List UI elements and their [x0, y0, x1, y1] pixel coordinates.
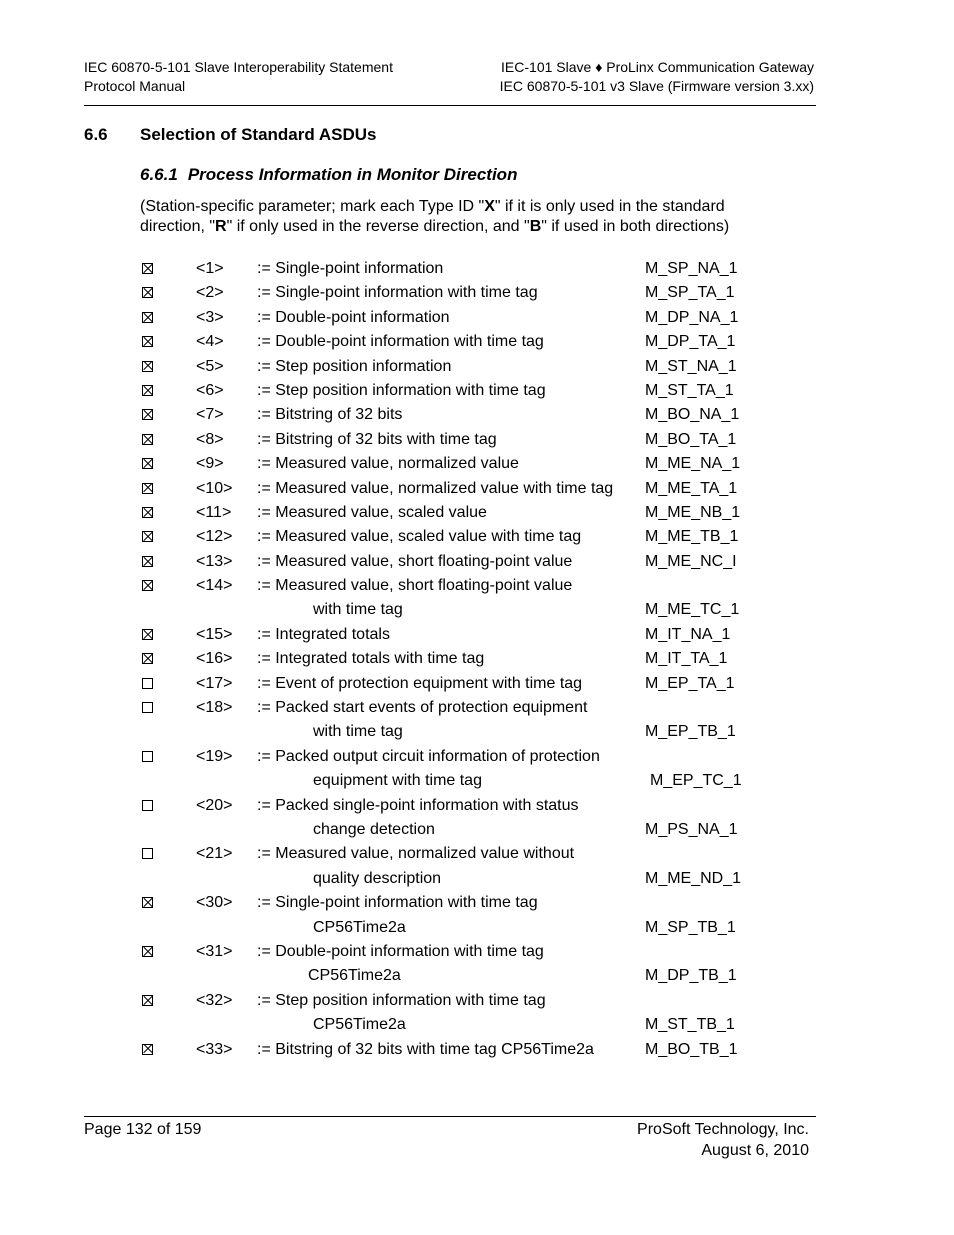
subsection-number: 6.6.1 [140, 165, 178, 184]
checked-box-icon [142, 1044, 153, 1055]
type-description: := Double-point information with time tag [257, 333, 544, 351]
asdu-entry [140, 478, 780, 502]
asdu-code: M_ST_TB_1 [645, 1016, 735, 1034]
publication-date: August 6, 2010 [701, 1142, 809, 1159]
intro-text-3: " if only used in the reverse direction, and " [226, 217, 530, 235]
company-name: ProSoft Technology, Inc. [637, 1121, 809, 1138]
type-id: <32> [196, 991, 233, 1009]
asdu-code: M_PS_NA_1 [645, 820, 738, 838]
asdu-entry [140, 380, 780, 404]
type-description: := Measured value, scaled value [257, 503, 487, 521]
asdu-code: M_SP_TA_1 [645, 284, 735, 302]
asdu-code: M_DP_TA_1 [645, 333, 736, 351]
checked-box-icon [142, 458, 153, 469]
type-description: := Measured value, normalized value [257, 455, 519, 473]
type-id: <31> [196, 942, 233, 960]
asdu-entry [140, 404, 780, 428]
type-description: := Double-point information [257, 308, 450, 326]
asdu-code: M_EP_TA_1 [645, 674, 735, 692]
empty-checkbox-icon [142, 678, 153, 689]
checked-box-icon [142, 336, 153, 347]
asdu-entry [140, 648, 780, 672]
header-left [84, 58, 393, 96]
asdu-entry [140, 990, 780, 1039]
type-id: <30> [196, 894, 233, 912]
asdu-entry [140, 551, 780, 575]
asdu-code: M_DP_TB_1 [645, 967, 737, 985]
type-description: := Step position information with time tag [257, 991, 546, 1009]
document-title: IEC 60870-5-101 Slave Interoperability Statement [84, 59, 393, 75]
asdu-entry [140, 429, 780, 453]
asdu-entry [140, 526, 780, 550]
document-subtitle: Protocol Manual [84, 78, 186, 94]
asdu-entry [140, 843, 780, 892]
checked-box-icon [142, 361, 153, 372]
type-description: := Single-point information with time tag [257, 284, 538, 302]
checked-box-icon [142, 385, 153, 396]
asdu-entry [140, 624, 780, 648]
type-description: := Packed single-point information with status [257, 796, 579, 814]
asdu-code: M_SP_TB_1 [645, 918, 736, 936]
type-id: <16> [196, 650, 233, 668]
type-description: := Measured value, normalized value without [257, 845, 575, 863]
checked-box-icon [142, 434, 153, 445]
type-id: <11> [196, 503, 232, 521]
type-id: <5> [196, 357, 224, 375]
asdu-code: M_DP_NA_1 [645, 308, 739, 326]
type-id: <8> [196, 430, 224, 448]
asdu-entry [140, 258, 780, 282]
intro-bold-b: B [529, 217, 542, 235]
footer-divider [84, 1116, 816, 1117]
firmware-version: IEC 60870-5-101 v3 Slave (Firmware version 3.xx) [499, 78, 814, 94]
type-id: <14> [196, 577, 233, 595]
header-right [480, 58, 814, 96]
asdu-entry [140, 502, 780, 526]
type-description-continued: CP56Time2a [313, 918, 406, 936]
asdu-entry [140, 282, 780, 306]
type-description: := Integrated totals with time tag [257, 650, 485, 668]
type-description: := Double-point information with time tag [257, 942, 544, 960]
asdu-code: M_ME_NB_1 [645, 503, 741, 521]
type-description-continued: CP56Time2a [308, 967, 401, 985]
asdu-entry [140, 331, 780, 355]
type-description: := Integrated totals [257, 625, 390, 643]
footer-right [500, 1119, 809, 1161]
type-id: <4> [196, 333, 224, 351]
asdu-entry [140, 307, 780, 331]
type-id: <20> [196, 796, 233, 814]
subsection-title: Process Information in Monitor Direction [187, 165, 518, 184]
type-description: := Step position information [257, 357, 452, 375]
checked-box-icon [142, 507, 153, 518]
asdu-entry [140, 1039, 780, 1063]
type-description: := Measured value, short floating-point value [257, 552, 573, 570]
asdu-code: M_BO_TB_1 [645, 1040, 738, 1058]
type-id: <1> [196, 260, 224, 277]
empty-checkbox-icon [142, 702, 153, 713]
section-heading [84, 125, 376, 145]
type-id: <3> [196, 308, 224, 326]
type-id: <2> [196, 284, 224, 302]
empty-checkbox-icon [142, 751, 153, 762]
asdu-code: M_ST_NA_1 [645, 357, 737, 375]
asdu-code: M_ME_ND_1 [645, 869, 742, 887]
header-divider [84, 105, 816, 106]
intro-bold-r: R [215, 217, 227, 235]
asdu-code: M_ST_TA_1 [645, 381, 734, 399]
type-description: := Packed output circuit information of protection [257, 747, 600, 765]
checked-box-icon [142, 312, 153, 323]
checked-box-icon [142, 531, 153, 542]
checked-box-icon [142, 556, 153, 567]
asdu-code: M_SP_NA_1 [645, 260, 738, 277]
empty-checkbox-icon [142, 800, 153, 811]
type-description-continued: change detection [313, 820, 435, 838]
page-number: Page 132 of 159 [84, 1121, 202, 1138]
type-id: <21> [196, 845, 233, 863]
product-name: IEC-101 Slave ♦ ProLinx Communication Gateway [501, 59, 814, 75]
type-description: := Packed start events of protection equipment [257, 699, 588, 717]
type-description-continued: quality description [313, 869, 442, 887]
type-description-continued: with time tag [313, 601, 403, 619]
type-id: <15> [196, 625, 233, 643]
asdu-code: M_ME_NA_1 [645, 455, 741, 473]
asdu-entry [140, 673, 780, 697]
checked-box-icon [142, 995, 153, 1006]
asdu-entry [140, 697, 780, 746]
section-number: 6.6 [84, 125, 108, 144]
asdu-entry [140, 941, 780, 990]
asdu-entry [140, 356, 780, 380]
asdu-entry [140, 892, 780, 941]
asdu-entry [140, 746, 780, 795]
type-description: := Single-point information with time tag [257, 894, 538, 912]
checked-box-icon [142, 653, 153, 664]
asdu-list [140, 258, 780, 1063]
checked-box-icon [142, 897, 153, 908]
type-description: := Bitstring of 32 bits [257, 406, 403, 424]
type-description-continued: equipment with time tag [313, 772, 482, 790]
type-id: <7> [196, 406, 224, 424]
type-description: := Bitstring of 32 bits with time tag CP56Time2a [257, 1040, 594, 1058]
type-id: <6> [196, 381, 224, 399]
type-description: := Measured value, short floating-point value [257, 577, 573, 595]
asdu-code: M_EP_TC_1 [650, 772, 742, 790]
asdu-entry [140, 795, 780, 844]
checked-box-icon [142, 287, 153, 298]
type-id: <10> [196, 479, 233, 497]
asdu-code: M_BO_TA_1 [645, 430, 737, 448]
asdu-code: M_IT_TA_1 [645, 650, 728, 668]
type-id: <18> [196, 699, 233, 717]
subsection-heading [140, 165, 517, 185]
checked-box-icon [142, 263, 153, 274]
asdu-code: M_ME_TC_1 [645, 601, 740, 619]
type-id: <19> [196, 747, 233, 765]
intro-bold-x: X [484, 198, 495, 215]
asdu-code: M_EP_TB_1 [645, 723, 736, 741]
asdu-entry [140, 453, 780, 477]
checked-box-icon [142, 629, 153, 640]
type-id: <13> [196, 552, 233, 570]
type-id: <33> [196, 1040, 233, 1058]
type-id: <12> [196, 528, 233, 546]
type-description: := Bitstring of 32 bits with time tag [257, 430, 497, 448]
asdu-code: M_IT_NA_1 [645, 625, 731, 643]
type-description: := Measured value, normalized value with time tag [257, 479, 614, 497]
intro-text-4: " if used in both directions) [541, 217, 730, 235]
checked-box-icon [142, 580, 153, 591]
type-description: := Event of protection equipment with time tag [257, 674, 583, 692]
section-title: Selection of Standard ASDUs [140, 125, 377, 144]
empty-checkbox-icon [142, 848, 153, 859]
checked-box-icon [142, 409, 153, 420]
asdu-code: M_BO_NA_1 [645, 406, 740, 424]
type-description: := Measured value, scaled value with time tag [257, 528, 582, 546]
intro-text-1: (Station-specific parameter; mark each Type ID " [140, 198, 485, 215]
type-description-continued: with time tag [313, 723, 403, 741]
intro-text-2: " if it is only used in the standard direction, " [140, 198, 725, 235]
asdu-code: M_ME_TA_1 [645, 479, 738, 497]
asdu-entry [140, 575, 780, 624]
type-description-continued: CP56Time2a [313, 1016, 406, 1034]
checked-box-icon [142, 483, 153, 494]
type-id: <17> [196, 674, 233, 692]
intro-paragraph [140, 197, 740, 236]
checked-box-icon [142, 946, 153, 957]
type-description: := Single-point information [257, 260, 444, 277]
asdu-code: M_ME_TB_1 [645, 528, 739, 546]
type-description: := Step position information with time tag [257, 381, 546, 399]
asdu-code: M_ME_NC_I [645, 552, 737, 570]
type-id: <9> [196, 455, 224, 473]
